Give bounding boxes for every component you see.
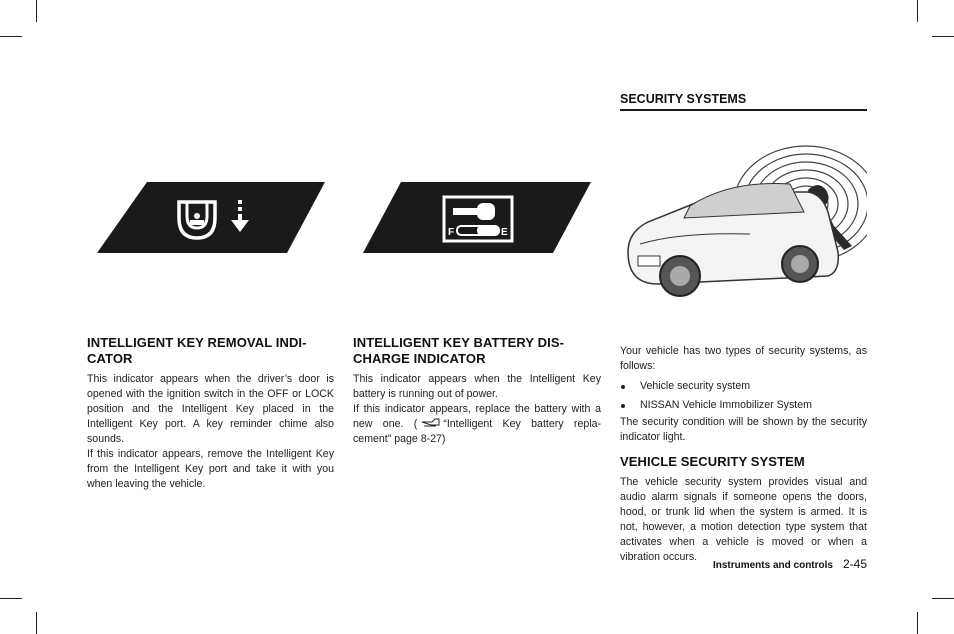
section-title: SECURITY SYSTEMS — [620, 92, 867, 111]
crop-mark — [932, 598, 954, 599]
key-battery-para-2: If this indicator appears, replace the battery with a new one. ( “Intelligent Key battery repla-cement” page 8-27) — [353, 403, 602, 445]
security-intro: Your vehicle has two types of security systems, as follows: — [620, 345, 867, 372]
security-types-list — [620, 377, 867, 415]
crop-mark — [917, 612, 918, 634]
page-number: 2-45 — [842, 557, 867, 571]
crop-mark — [0, 598, 22, 599]
vehicle-security-heading: VEHICLE SECURITY SYSTEM — [620, 454, 805, 469]
key-removal-indicator-icon — [87, 180, 334, 255]
reference-hand-icon — [421, 417, 441, 428]
key-removal-para-2: If this indicator appears, remove the Intelligent Key from the Intelligent Key port and take it with you when leaving the vehicle. — [87, 448, 334, 490]
list-item: Vehicle security system — [620, 377, 867, 396]
crop-mark — [917, 0, 918, 22]
key-battery-indicator-icon — [353, 180, 600, 255]
security-status-text: The security condition will be shown by the security indicator light. — [620, 416, 867, 443]
key-removal-column — [87, 180, 334, 492]
page-footer — [713, 557, 867, 571]
gauge-empty-label: E — [501, 227, 508, 238]
footer-section-name: Instruments and controls — [712, 560, 833, 571]
key-battery-heading: INTELLIGENT KEY BATTERY DIS- CHARGE INDICATOR — [353, 335, 565, 366]
security-car-illustration — [620, 124, 867, 306]
gauge-full-label: F — [448, 227, 455, 238]
crop-mark — [36, 0, 37, 22]
security-column — [620, 92, 867, 565]
list-item: NISSAN Vehicle Immobilizer System — [620, 396, 867, 415]
key-battery-para-1: This indicator appears when the Intelligent Key battery is running out of power. — [353, 373, 601, 400]
key-removal-heading: INTELLIGENT KEY REMOVAL INDI- CATOR — [87, 335, 307, 366]
crop-mark — [932, 36, 954, 37]
key-removal-para-1: This indicator appears when the driver’s door is opened with the ignition switch in the OFF or LOCK position and the Intelligent Key placed in the Intelligent Key port. A key reminder chime also sounds. — [87, 373, 334, 445]
crop-mark — [36, 612, 37, 634]
crop-mark — [0, 36, 22, 37]
key-battery-column — [353, 180, 601, 447]
vehicle-security-para: The vehicle security system provides visual and audio alarm signals if someone opens the doors, hood, or trunk lid when the system is armed. It is not, however, a motion detection type system that activates when a vehicle is moved or when a vibration occurs. — [620, 476, 867, 563]
